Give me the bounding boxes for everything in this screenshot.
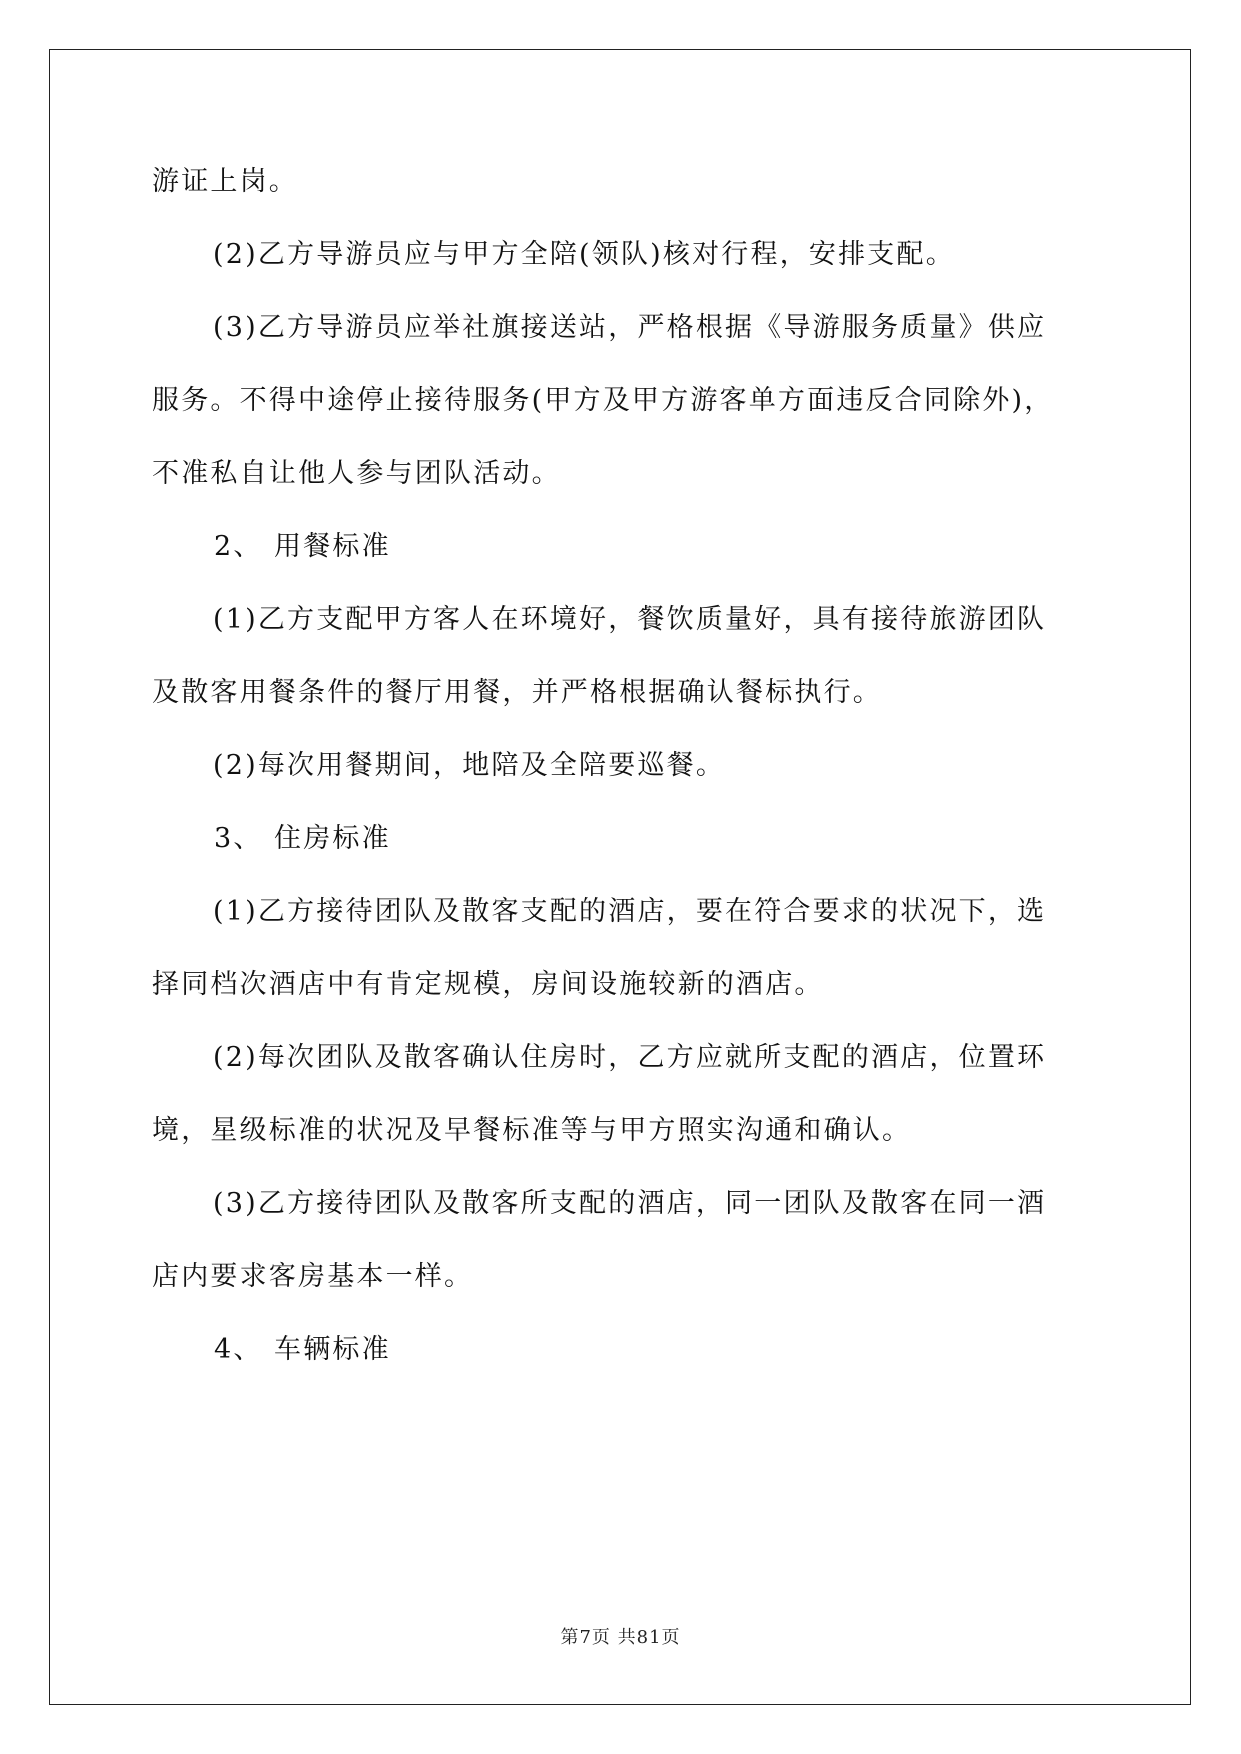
text-line: (2)每次团队及散客确认住房时，乙方应就所支配的酒店，位置环 bbox=[213, 1042, 1047, 1073]
heading-label: 住房标准 bbox=[274, 823, 391, 854]
text-line: (2)乙方导游员应与甲方全陪(领队)核对行程，安排支配。 bbox=[213, 239, 955, 270]
text-line: (3)乙方导游员应举社旗接送站，严格根据《导游服务质量》供应 bbox=[213, 312, 1047, 343]
text-line: (1)乙方支配甲方客人在环境好，餐饮质量好，具有接待旅游团队 bbox=[213, 604, 1047, 635]
heading-number: 4、 bbox=[214, 1334, 263, 1365]
section-heading-housing bbox=[214, 819, 391, 859]
heading-number: 3、 bbox=[214, 823, 263, 854]
heading-label: 车辆标准 bbox=[274, 1334, 391, 1365]
text-line: 择同档次酒店中有肯定规模，房间设施较新的酒店。 bbox=[152, 969, 824, 1000]
text-line: (3)乙方接待团队及散客所支配的酒店，同一团队及散客在同一酒 bbox=[213, 1188, 1047, 1219]
text-line: 店内要求客房基本一样。 bbox=[152, 1261, 474, 1292]
page-number-footer: 第7页 共81页 bbox=[560, 1627, 681, 1648]
heading-number: 2、 bbox=[214, 531, 263, 562]
text-line: 及散客用餐条件的餐厅用餐，并严格根据确认餐标执行。 bbox=[152, 677, 882, 708]
heading-label: 用餐标准 bbox=[274, 531, 391, 562]
text-line: (1)乙方接待团队及散客支配的酒店，要在符合要求的状况下，选 bbox=[213, 896, 1047, 927]
text-line: 游证上岗。 bbox=[152, 166, 298, 197]
text-line: 不准私自让他人参与团队活动。 bbox=[152, 458, 561, 489]
text-line: (2)每次用餐期间，地陪及全陪要巡餐。 bbox=[213, 750, 726, 781]
page-border bbox=[49, 49, 1191, 1705]
text-line: 服务。不得中途停止接待服务(甲方及甲方游客单方面违反合同除外)， bbox=[152, 385, 1054, 416]
section-heading-vehicle bbox=[214, 1330, 391, 1370]
text-line: 境，星级标准的状况及早餐标准等与甲方照实沟通和确认。 bbox=[152, 1115, 912, 1146]
section-heading-dining bbox=[214, 527, 391, 567]
